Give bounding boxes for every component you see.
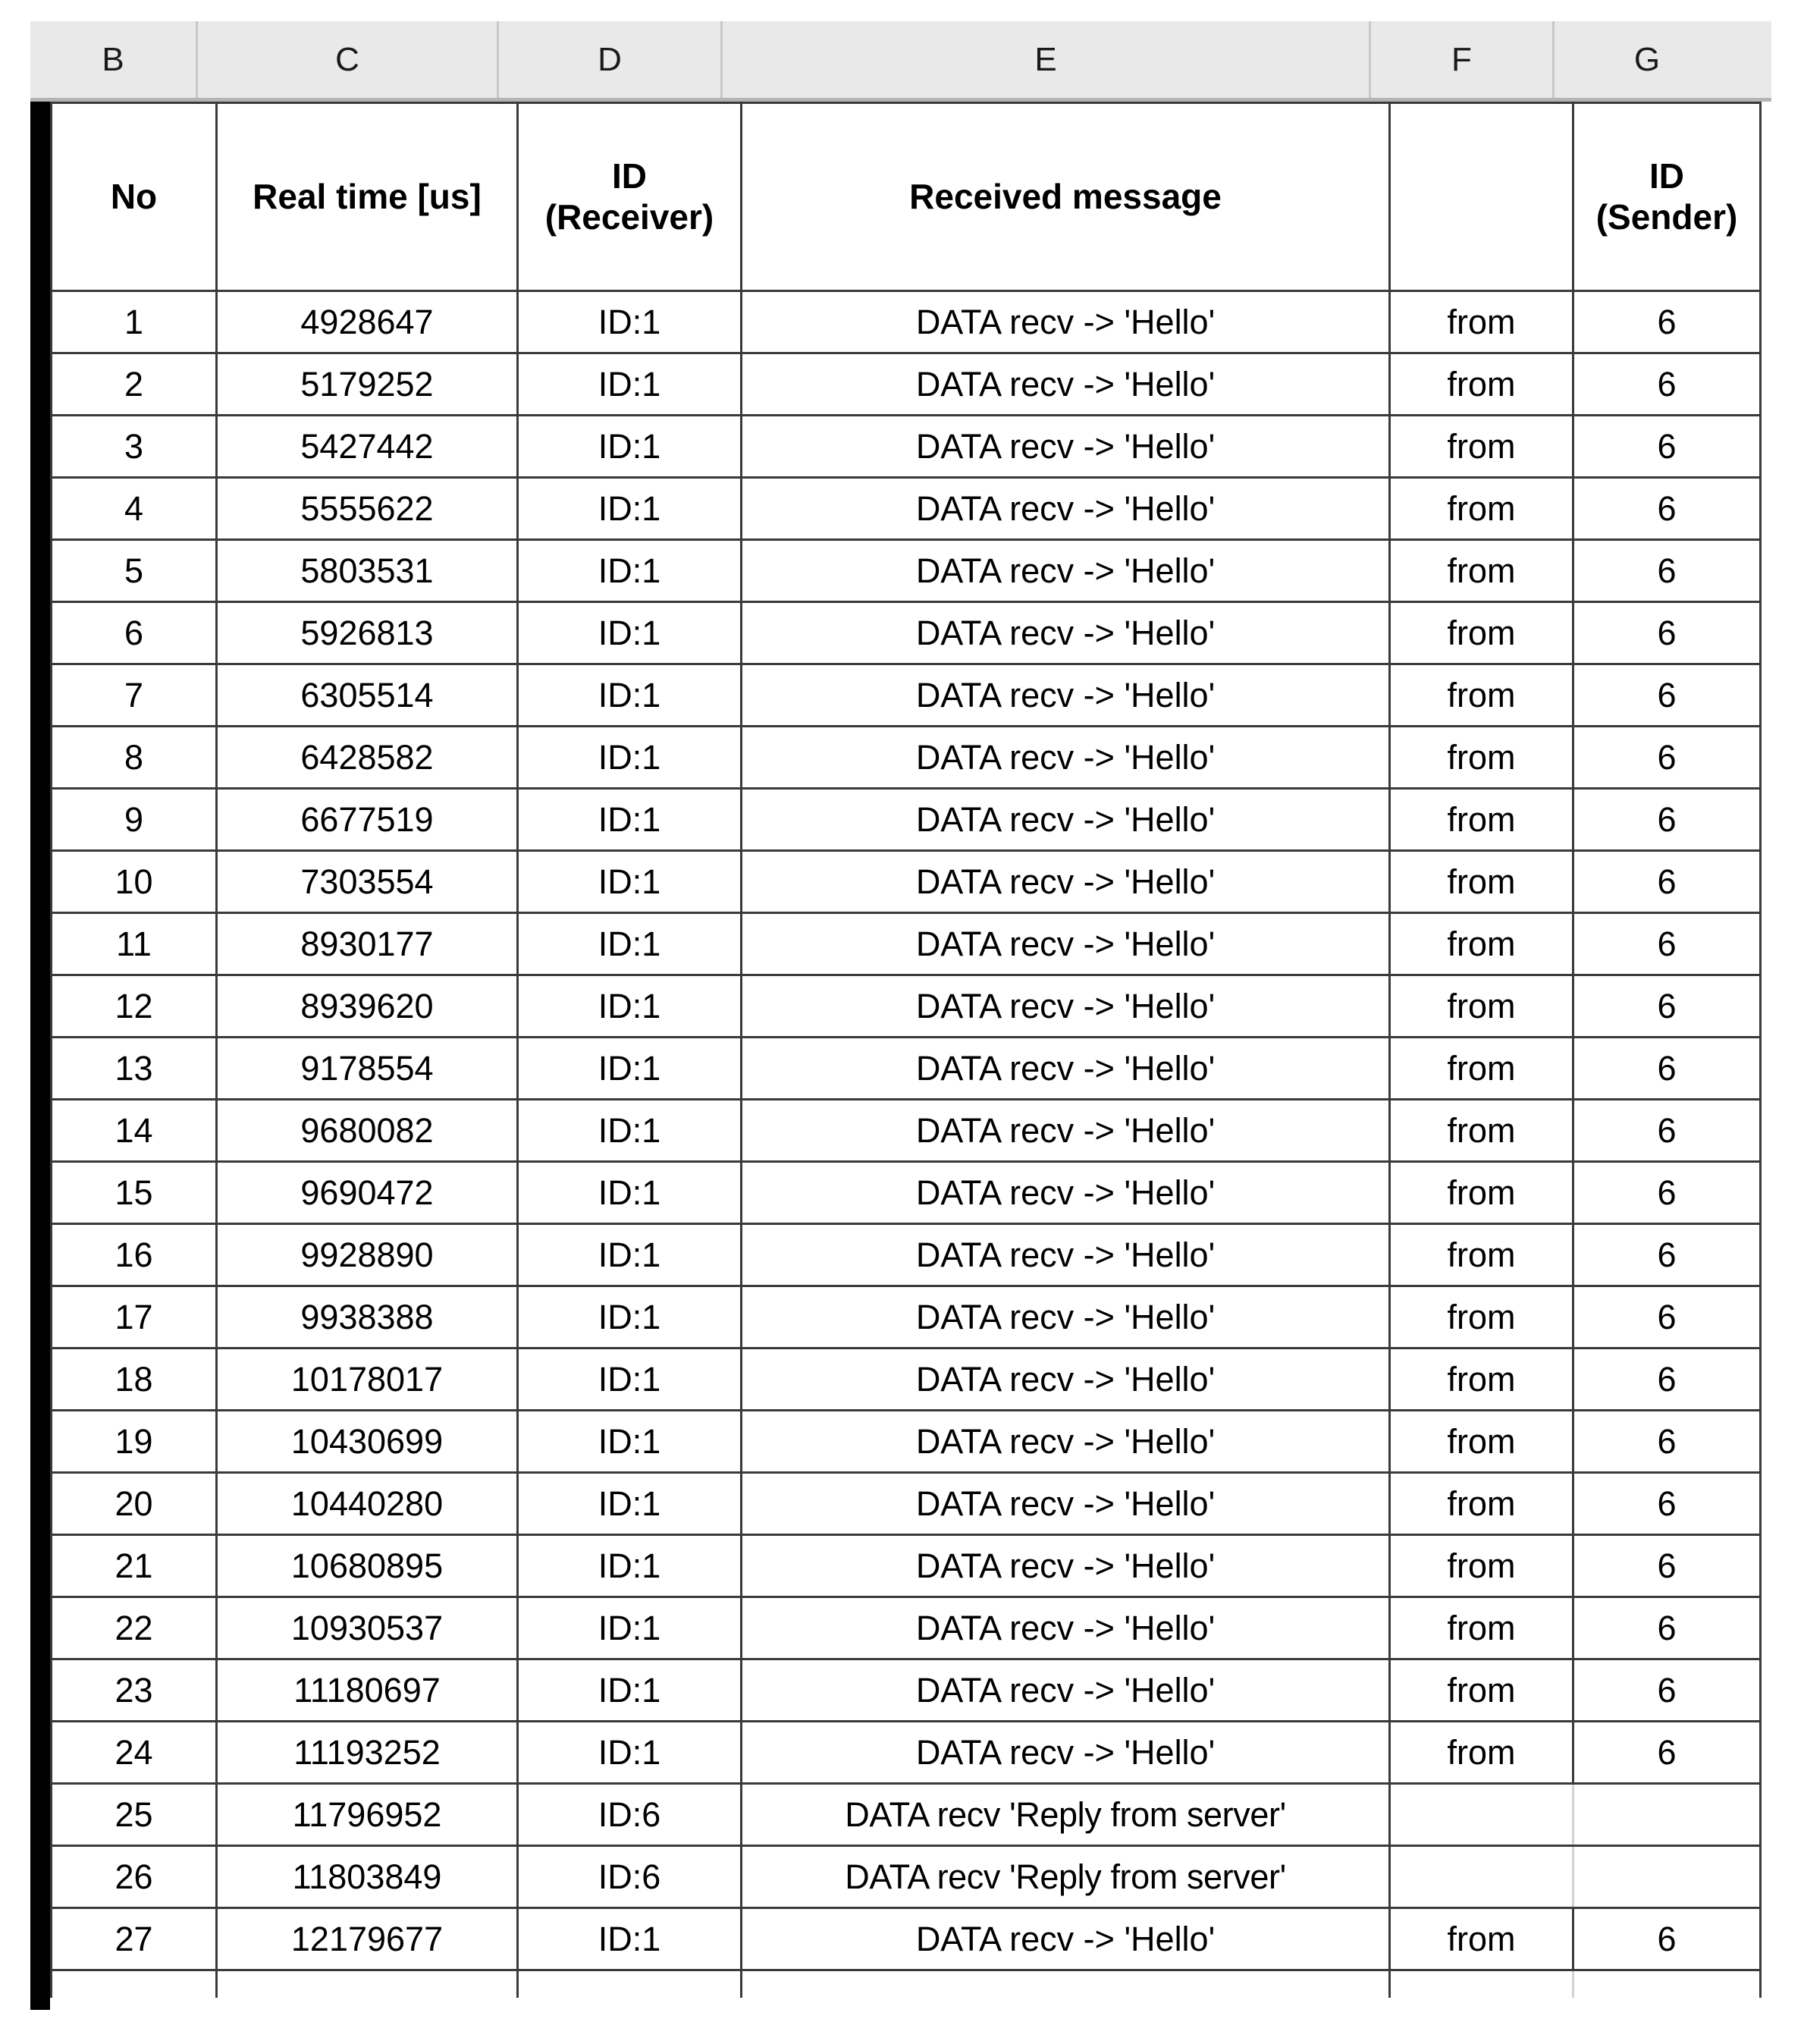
cell-received-message[interactable]: DATA recv 'Reply from server' bbox=[742, 1846, 1390, 1908]
table-row[interactable] bbox=[52, 851, 1761, 913]
cell-no[interactable]: 5 bbox=[52, 540, 217, 602]
table-header-row bbox=[52, 103, 1761, 291]
grid-container bbox=[50, 102, 1759, 1998]
cell-id-receiver[interactable]: ID:1 bbox=[518, 353, 742, 416]
cell-from[interactable]: from bbox=[1390, 913, 1573, 975]
cell-no[interactable]: 22 bbox=[52, 1597, 217, 1659]
cell-real-time[interactable]: 7303554 bbox=[217, 851, 518, 913]
cell-id-receiver[interactable]: ID:1 bbox=[518, 789, 742, 851]
cell-no[interactable]: 13 bbox=[52, 1038, 217, 1100]
cell-id-receiver[interactable]: ID:1 bbox=[518, 1908, 742, 1970]
header-id-receiver bbox=[518, 103, 742, 291]
cell-id-receiver[interactable]: ID:1 bbox=[518, 540, 742, 602]
cell-real-time[interactable]: 5427442 bbox=[217, 416, 518, 478]
table-row[interactable] bbox=[52, 353, 1761, 416]
cell-no[interactable]: 8 bbox=[52, 727, 217, 789]
cell-id-sender[interactable]: 6 bbox=[1573, 789, 1761, 851]
cell-from[interactable]: from bbox=[1390, 975, 1573, 1038]
cell-from[interactable]: from bbox=[1390, 851, 1573, 913]
cell-real-time[interactable]: 8930177 bbox=[217, 913, 518, 975]
cell-id-receiver[interactable]: ID:1 bbox=[518, 851, 742, 913]
cell-id-sender[interactable] bbox=[1573, 1784, 1761, 1846]
cell-received-message[interactable]: DATA recv -> 'Hello' bbox=[742, 1162, 1390, 1224]
header-received-message: Received message bbox=[742, 103, 1390, 291]
table-row[interactable] bbox=[52, 1100, 1761, 1162]
cell-no[interactable]: 21 bbox=[52, 1535, 217, 1597]
cell-real-time[interactable]: 5555622 bbox=[217, 478, 518, 540]
cell-id-sender[interactable]: 6 bbox=[1573, 353, 1761, 416]
cell-received-message[interactable]: DATA recv -> 'Hello' bbox=[742, 1659, 1390, 1722]
cell-id-sender[interactable]: 6 bbox=[1573, 1162, 1761, 1224]
cell-id-sender[interactable]: 6 bbox=[1573, 1286, 1761, 1349]
cell-real-time[interactable]: 4928647 bbox=[217, 291, 518, 353]
cell-id-sender[interactable]: 6 bbox=[1573, 913, 1761, 975]
cell-received-message[interactable]: DATA recv -> 'Hello' bbox=[742, 416, 1390, 478]
cell-no[interactable]: 11 bbox=[52, 913, 217, 975]
cell-partial[interactable] bbox=[1390, 1970, 1573, 1998]
cell-received-message[interactable]: DATA recv -> 'Hello' bbox=[742, 1597, 1390, 1659]
cell-from[interactable]: from bbox=[1390, 353, 1573, 416]
cell-from[interactable]: from bbox=[1390, 1722, 1573, 1784]
cell-from[interactable]: from bbox=[1390, 1411, 1573, 1473]
column-header-g[interactable]: G bbox=[1552, 21, 1740, 98]
cell-received-message[interactable]: DATA recv -> 'Hello' bbox=[742, 1411, 1390, 1473]
cell-partial[interactable] bbox=[1573, 1970, 1761, 1998]
cell-no[interactable]: 24 bbox=[52, 1722, 217, 1784]
cell-received-message[interactable]: DATA recv -> 'Hello' bbox=[742, 1286, 1390, 1349]
cell-id-receiver[interactable]: ID:1 bbox=[518, 975, 742, 1038]
cell-no[interactable]: 26 bbox=[52, 1846, 217, 1908]
column-header-f[interactable]: F bbox=[1369, 21, 1552, 98]
cell-real-time[interactable]: 11193252 bbox=[217, 1722, 518, 1784]
cell-from[interactable]: from bbox=[1390, 1908, 1573, 1970]
cell-no[interactable]: 7 bbox=[52, 664, 217, 727]
cell-id-receiver[interactable]: ID:1 bbox=[518, 727, 742, 789]
cell-id-sender[interactable]: 6 bbox=[1573, 540, 1761, 602]
cell-id-receiver[interactable]: ID:1 bbox=[518, 1597, 742, 1659]
table-row[interactable] bbox=[52, 1162, 1761, 1224]
cell-received-message[interactable]: DATA recv -> 'Hello' bbox=[742, 1349, 1390, 1411]
cell-from[interactable]: from bbox=[1390, 1286, 1573, 1349]
cell-from[interactable]: from bbox=[1390, 416, 1573, 478]
cell-received-message[interactable]: DATA recv 'Reply from server' bbox=[742, 1784, 1390, 1846]
header-id-sender-line1: ID bbox=[1649, 156, 1684, 196]
cell-real-time[interactable]: 9178554 bbox=[217, 1038, 518, 1100]
cell-real-time[interactable]: 9680082 bbox=[217, 1100, 518, 1162]
cell-from[interactable]: from bbox=[1390, 789, 1573, 851]
cell-id-receiver[interactable]: ID:1 bbox=[518, 1038, 742, 1100]
cell-received-message[interactable]: DATA recv -> 'Hello' bbox=[742, 975, 1390, 1038]
cell-real-time[interactable]: 5803531 bbox=[217, 540, 518, 602]
cell-received-message[interactable]: DATA recv -> 'Hello' bbox=[742, 789, 1390, 851]
cell-no[interactable]: 23 bbox=[52, 1659, 217, 1722]
table-row[interactable] bbox=[52, 789, 1761, 851]
cell-no[interactable]: 14 bbox=[52, 1100, 217, 1162]
cell-no[interactable]: 17 bbox=[52, 1286, 217, 1349]
cell-no[interactable]: 3 bbox=[52, 416, 217, 478]
cell-id-receiver[interactable]: ID:1 bbox=[518, 1411, 742, 1473]
table-row[interactable] bbox=[52, 1411, 1761, 1473]
cell-id-sender[interactable]: 6 bbox=[1573, 1535, 1761, 1597]
cell-real-time[interactable]: 11803849 bbox=[217, 1846, 518, 1908]
cell-real-time[interactable]: 11180697 bbox=[217, 1659, 518, 1722]
cell-from[interactable] bbox=[1390, 1784, 1573, 1846]
cell-partial[interactable] bbox=[518, 1970, 742, 1998]
cell-id-sender[interactable]: 6 bbox=[1573, 1473, 1761, 1535]
table-row[interactable] bbox=[52, 1224, 1761, 1286]
cell-partial[interactable] bbox=[217, 1970, 518, 1998]
cell-real-time[interactable]: 10430699 bbox=[217, 1411, 518, 1473]
cell-real-time[interactable]: 8939620 bbox=[217, 975, 518, 1038]
cell-id-sender[interactable]: 6 bbox=[1573, 975, 1761, 1038]
message-log-table bbox=[50, 102, 1762, 1998]
cell-received-message[interactable]: DATA recv -> 'Hello' bbox=[742, 913, 1390, 975]
cell-real-time[interactable]: 10930537 bbox=[217, 1597, 518, 1659]
cell-from[interactable]: from bbox=[1390, 540, 1573, 602]
table-body bbox=[52, 291, 1761, 1998]
cell-received-message[interactable]: DATA recv -> 'Hello' bbox=[742, 727, 1390, 789]
cell-from[interactable]: from bbox=[1390, 1224, 1573, 1286]
cell-id-receiver[interactable]: ID:1 bbox=[518, 1100, 742, 1162]
cell-received-message[interactable]: DATA recv -> 'Hello' bbox=[742, 1224, 1390, 1286]
cell-no[interactable]: 2 bbox=[52, 353, 217, 416]
table-row[interactable] bbox=[52, 727, 1761, 789]
cell-real-time[interactable]: 5179252 bbox=[217, 353, 518, 416]
cell-no[interactable]: 20 bbox=[52, 1473, 217, 1535]
cell-id-sender[interactable]: 6 bbox=[1573, 727, 1761, 789]
column-header-e[interactable]: E bbox=[720, 21, 1369, 98]
table-row[interactable] bbox=[52, 1286, 1761, 1349]
cell-received-message[interactable]: DATA recv -> 'Hello' bbox=[742, 1908, 1390, 1970]
cell-from[interactable]: from bbox=[1390, 727, 1573, 789]
cell-from[interactable]: from bbox=[1390, 1597, 1573, 1659]
cell-from[interactable] bbox=[1390, 1846, 1573, 1908]
cell-no[interactable]: 10 bbox=[52, 851, 217, 913]
cell-real-time[interactable]: 6305514 bbox=[217, 664, 518, 727]
cell-no[interactable]: 27 bbox=[52, 1908, 217, 1970]
cell-id-sender[interactable]: 6 bbox=[1573, 1038, 1761, 1100]
table-row[interactable] bbox=[52, 664, 1761, 727]
table-row[interactable] bbox=[52, 913, 1761, 975]
cell-real-time[interactable]: 11796952 bbox=[217, 1784, 518, 1846]
cell-no[interactable]: 15 bbox=[52, 1162, 217, 1224]
cell-id-sender[interactable]: 6 bbox=[1573, 851, 1761, 913]
table-row[interactable] bbox=[52, 602, 1761, 664]
cell-id-sender[interactable]: 6 bbox=[1573, 1411, 1761, 1473]
cell-from[interactable]: from bbox=[1390, 291, 1573, 353]
cell-id-sender[interactable]: 6 bbox=[1573, 1349, 1761, 1411]
header-no: No bbox=[52, 103, 217, 291]
cell-real-time[interactable]: 10440280 bbox=[217, 1473, 518, 1535]
cell-no[interactable]: 25 bbox=[52, 1784, 217, 1846]
cell-real-time[interactable]: 6428582 bbox=[217, 727, 518, 789]
cell-id-receiver[interactable]: ID:1 bbox=[518, 1473, 742, 1535]
cell-real-time[interactable]: 5926813 bbox=[217, 602, 518, 664]
table-row[interactable] bbox=[52, 1597, 1761, 1659]
cell-id-receiver[interactable]: ID:1 bbox=[518, 291, 742, 353]
cell-real-time[interactable]: 9690472 bbox=[217, 1162, 518, 1224]
cell-id-sender[interactable]: 6 bbox=[1573, 1908, 1761, 1970]
header-id-sender bbox=[1573, 103, 1761, 291]
table-row[interactable] bbox=[52, 1659, 1761, 1722]
cell-real-time[interactable]: 9938388 bbox=[217, 1286, 518, 1349]
table-row[interactable] bbox=[52, 1535, 1761, 1597]
cell-id-receiver[interactable]: ID:1 bbox=[518, 1659, 742, 1722]
cell-received-message[interactable]: DATA recv -> 'Hello' bbox=[742, 664, 1390, 727]
cell-real-time[interactable]: 9928890 bbox=[217, 1224, 518, 1286]
cell-received-message[interactable]: DATA recv -> 'Hello' bbox=[742, 1038, 1390, 1100]
cell-id-receiver[interactable]: ID:1 bbox=[518, 664, 742, 727]
cell-id-sender[interactable]: 6 bbox=[1573, 416, 1761, 478]
cell-no[interactable]: 12 bbox=[52, 975, 217, 1038]
cell-id-receiver[interactable]: ID:1 bbox=[518, 416, 742, 478]
table-row[interactable] bbox=[52, 1908, 1761, 1970]
cell-no[interactable]: 4 bbox=[52, 478, 217, 540]
table-row[interactable] bbox=[52, 416, 1761, 478]
table-row[interactable] bbox=[52, 1722, 1761, 1784]
frozen-pane-bar bbox=[30, 102, 50, 2010]
cell-id-receiver[interactable]: ID:1 bbox=[518, 1224, 742, 1286]
cell-no[interactable]: 18 bbox=[52, 1349, 217, 1411]
cell-from[interactable]: from bbox=[1390, 1162, 1573, 1224]
cell-received-message[interactable]: DATA recv -> 'Hello' bbox=[742, 353, 1390, 416]
cell-received-message[interactable]: DATA recv -> 'Hello' bbox=[742, 1535, 1390, 1597]
cell-real-time[interactable]: 10680895 bbox=[217, 1535, 518, 1597]
cell-id-receiver[interactable]: ID:1 bbox=[518, 478, 742, 540]
cell-no[interactable]: 19 bbox=[52, 1411, 217, 1473]
cell-no[interactable]: 9 bbox=[52, 789, 217, 851]
column-header-d[interactable]: D bbox=[497, 21, 720, 98]
cell-id-receiver[interactable]: ID:6 bbox=[518, 1846, 742, 1908]
cell-id-sender[interactable]: 6 bbox=[1573, 1224, 1761, 1286]
table-row[interactable] bbox=[52, 1349, 1761, 1411]
header-blank bbox=[1390, 103, 1573, 291]
cell-received-message[interactable]: DATA recv -> 'Hello' bbox=[742, 602, 1390, 664]
cell-id-sender[interactable]: 6 bbox=[1573, 1722, 1761, 1784]
cell-partial[interactable] bbox=[742, 1970, 1390, 1998]
cell-from[interactable]: from bbox=[1390, 1100, 1573, 1162]
table-row[interactable] bbox=[52, 1038, 1761, 1100]
cell-no[interactable]: 1 bbox=[52, 291, 217, 353]
cell-received-message[interactable]: DATA recv -> 'Hello' bbox=[742, 1722, 1390, 1784]
cell-id-receiver[interactable]: ID:1 bbox=[518, 913, 742, 975]
cell-received-message[interactable]: DATA recv -> 'Hello' bbox=[742, 1100, 1390, 1162]
cell-no[interactable]: 6 bbox=[52, 602, 217, 664]
cell-real-time[interactable]: 6677519 bbox=[217, 789, 518, 851]
cell-id-receiver[interactable]: ID:6 bbox=[518, 1784, 742, 1846]
cell-no[interactable]: 16 bbox=[52, 1224, 217, 1286]
cell-received-message[interactable]: DATA recv -> 'Hello' bbox=[742, 851, 1390, 913]
column-header-c[interactable]: C bbox=[196, 21, 497, 98]
cell-id-sender[interactable] bbox=[1573, 1846, 1761, 1908]
cell-from[interactable]: from bbox=[1390, 1349, 1573, 1411]
cell-id-receiver[interactable]: ID:1 bbox=[518, 1349, 742, 1411]
cell-id-receiver[interactable]: ID:1 bbox=[518, 1535, 742, 1597]
cell-from[interactable]: from bbox=[1390, 1038, 1573, 1100]
cell-id-sender[interactable]: 6 bbox=[1573, 664, 1761, 727]
cell-id-receiver[interactable]: ID:1 bbox=[518, 1722, 742, 1784]
cell-from[interactable]: from bbox=[1390, 1473, 1573, 1535]
cell-id-sender[interactable]: 6 bbox=[1573, 602, 1761, 664]
cell-from[interactable]: from bbox=[1390, 1659, 1573, 1722]
cell-id-sender[interactable]: 6 bbox=[1573, 1100, 1761, 1162]
cell-from[interactable]: from bbox=[1390, 478, 1573, 540]
cell-received-message[interactable]: DATA recv -> 'Hello' bbox=[742, 540, 1390, 602]
cell-id-sender[interactable]: 6 bbox=[1573, 291, 1761, 353]
header-real-time: Real time [us] bbox=[217, 103, 518, 291]
cell-id-sender[interactable]: 6 bbox=[1573, 1597, 1761, 1659]
cell-id-receiver[interactable]: ID:1 bbox=[518, 602, 742, 664]
cell-real-time[interactable]: 10178017 bbox=[217, 1349, 518, 1411]
table-row[interactable] bbox=[52, 975, 1761, 1038]
cell-received-message[interactable]: DATA recv -> 'Hello' bbox=[742, 291, 1390, 353]
cell-received-message[interactable]: DATA recv -> 'Hello' bbox=[742, 1473, 1390, 1535]
column-header-strip bbox=[30, 21, 1771, 102]
cell-id-receiver[interactable]: ID:1 bbox=[518, 1286, 742, 1349]
table-row[interactable] bbox=[52, 291, 1761, 353]
column-header-b[interactable]: B bbox=[102, 40, 124, 78]
table-row[interactable] bbox=[52, 478, 1761, 540]
table-row[interactable] bbox=[52, 1473, 1761, 1535]
cell-real-time[interactable]: 12179677 bbox=[217, 1908, 518, 1970]
header-id-receiver-line1: ID bbox=[612, 156, 647, 196]
cell-id-sender[interactable]: 6 bbox=[1573, 1659, 1761, 1722]
cell-id-sender[interactable]: 6 bbox=[1573, 478, 1761, 540]
cell-id-receiver[interactable]: ID:1 bbox=[518, 1162, 742, 1224]
table-row[interactable] bbox=[52, 1846, 1761, 1908]
table-row[interactable] bbox=[52, 540, 1761, 602]
cell-partial[interactable] bbox=[52, 1970, 217, 1998]
cell-from[interactable]: from bbox=[1390, 664, 1573, 727]
cell-from[interactable]: from bbox=[1390, 1535, 1573, 1597]
cell-received-message[interactable]: DATA recv -> 'Hello' bbox=[742, 478, 1390, 540]
header-id-receiver-line2: (Receiver) bbox=[544, 196, 714, 237]
table-row[interactable] bbox=[52, 1970, 1761, 1998]
table-row[interactable] bbox=[52, 1784, 1761, 1846]
header-id-sender-line2: (Sender) bbox=[1595, 196, 1738, 237]
cell-from[interactable]: from bbox=[1390, 602, 1573, 664]
